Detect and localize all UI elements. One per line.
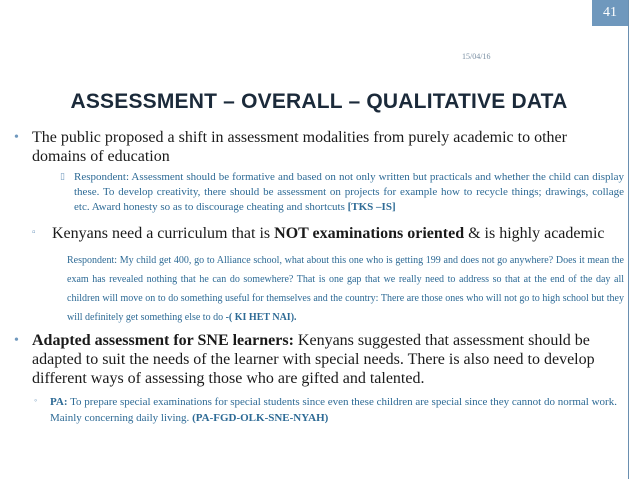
bullet-2-respondent — [67, 251, 624, 327]
bullet-2-text-a: Kenyans need a curriculum that is — [52, 225, 275, 242]
bullet-3-code: (PA-FGD-OLK-SNE-NYAH) — [192, 412, 329, 424]
bullet-1-text: The public proposed a shift in assessment modalities from purely academic to other domains of education — [32, 129, 567, 165]
slide-date: 15/04/16 — [462, 52, 491, 61]
bullet-3-sub-text: To prepare special examinations for special students since even these children are special since they cannot do normal work. Mainly concerning daily living. — [50, 396, 617, 424]
bullet-3-sub-label: PA: — [50, 396, 68, 408]
circle-bullet-icon: ◦ — [34, 395, 38, 405]
slide-number-text: 41 — [603, 5, 617, 20]
bullet-2-code: -( KI HET NAI). — [225, 312, 297, 323]
bullet-1-respondent — [60, 170, 624, 215]
square-bullet-icon: ▯ — [60, 171, 65, 181]
bullet-1-code: [TKS –IS] — [347, 201, 396, 213]
slide-content — [12, 128, 624, 426]
square-bullet-icon: ▫ — [32, 227, 36, 238]
bullet-dot-icon: • — [14, 130, 19, 145]
bullet-1-respondent-text: Respondent: Assessment should be formative and based on not only written but practicals and whether the child can display these. To develop creativity, there should be assessment on projects for example how to recycle things; drawings, collage etc. Award honesty so as to discourage cheating and shortcuts — [74, 171, 624, 213]
bullet-2-respondent-text: Respondent: My child get 400, go to Alliance school, what about this one who is getting 199 and does not go anywhere? Does it mean the exam has revealed nothing that he can do somewhere? That is one gap that we really need to address so that at the end of the day all children will move on to do something useful for themselves and the country: There are those ones who will not go to high school but they will definitely get something else to do — [67, 255, 624, 323]
bullet-3-bold: Adapted assessment for SNE learners: — [32, 332, 294, 349]
slide-title: ASSESSMENT – OVERALL – QUALITATIVE DATA — [70, 90, 568, 113]
slide-number — [592, 0, 628, 26]
bullet-2-bold: NOT examinations oriented — [274, 225, 465, 242]
bullet-dot-icon: • — [14, 333, 19, 348]
bullet-3 — [14, 331, 624, 388]
bullet-1 — [12, 128, 624, 166]
bullet-2-text-b: & is highly academic — [464, 225, 605, 242]
bullet-3-sub — [34, 394, 624, 426]
bullet-3-text: Kenyans suggested that assessment should be adapted to suit the needs of the learner with special needs. There is also need to develop different ways of assessing those who are gifted and talented. — [32, 332, 595, 387]
bullet-2 — [32, 223, 624, 245]
